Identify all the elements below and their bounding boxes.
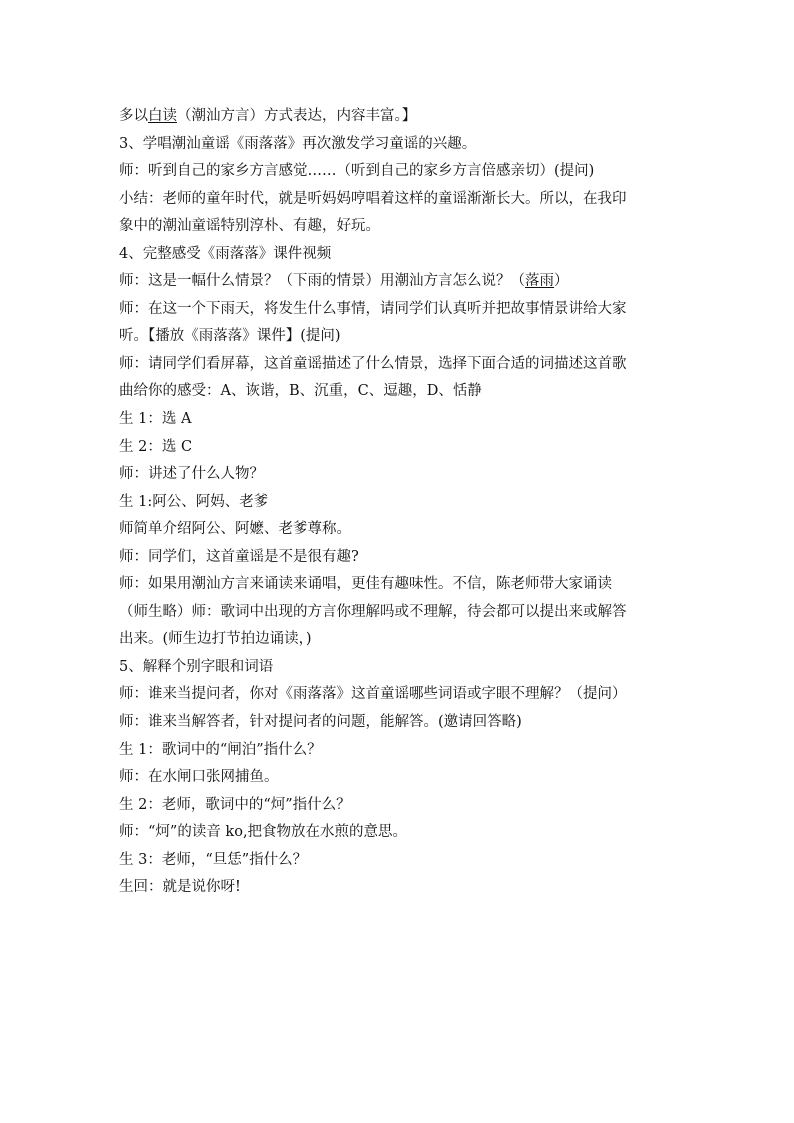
text-segment: 师：这是一幅什么情景？（下雨的情景）用潮汕方言怎么说？（ (119, 273, 525, 290)
text-line: 生回：就是说你呀! (119, 879, 241, 896)
text-line: 师：在水闸口张网捕鱼。 (119, 769, 279, 786)
text-line: 曲给你的感受：A、诙谐，B、沉重，C、逗趣，D、恬静 (119, 383, 482, 400)
text-line: 师：在这一个下雨天，将发生什么事情，请同学们认真听并把故事情景讲给大家 (119, 300, 627, 317)
text-line (119, 268, 689, 296)
text-line: 生 2：选 C (119, 438, 193, 455)
text-segment: （潮汕方言）方式表达，内容丰富。】 (177, 108, 417, 124)
text-line: 出来。(师生边打节拍边诵读，) (119, 631, 312, 648)
text-line: 3、学唱潮汕童谣《雨落落》再次激发学习童谣的兴趣。 (119, 135, 477, 152)
text-line: 师：讲述了什么人物？ (119, 466, 264, 483)
text-line: 5、解释个别字眼和词语 (119, 658, 274, 675)
text-line: 听。【播放《雨落落》课件】(提问) (119, 328, 341, 345)
document-body (119, 103, 689, 902)
text-line: 师：谁来当提问者，你对《雨落落》这首童谣哪些词语或字眼不理解？（提问） (119, 686, 627, 703)
text-line: 生 1：歌词中的“闸泊”指什么？ (119, 741, 322, 758)
text-line: 师：请同学们看屏幕，这首童谣描述了什么情景，选择下面合适的词描述这首歌 (119, 355, 627, 372)
text-line: 生 2：老师，歌词中的“炣”指什么？ (119, 796, 351, 813)
text-segment: ） (554, 273, 569, 290)
underlined-term: 落雨 (525, 273, 554, 290)
text-line: 象中的潮汕童谣特别淳朴、有趣，好玩。 (119, 218, 380, 235)
text-line: 师：“炣”的读音 ko,把食物放在水煎的意思。 (119, 824, 408, 841)
text-line: 师：同学们，这首童谣是不是很有趣? (119, 548, 359, 565)
text-line: 生 3：老师，“旦恁”指什么？ (119, 851, 308, 868)
text-line: 4、完整感受《雨落落》课件视频 (119, 245, 332, 262)
text-line: 师：如果用潮汕方言来诵读来诵唱，更佳有趣味性。不信，陈老师带大家诵读 (119, 576, 612, 593)
text-line: 师简单介绍阿公、阿嬷、老爹尊称。 (119, 521, 351, 538)
text-line (119, 103, 689, 131)
text-line: 生 1：选 A (119, 411, 192, 428)
underlined-term: 白读 (148, 108, 177, 124)
text-line: （师生略）师：歌词中出现的方言你理解吗或不理解，待会都可以提出来或解答 (119, 603, 627, 620)
text-line: 师：谁来当解答者，针对提问者的问题，能解答。(邀请回答略) (119, 714, 522, 731)
text-line: 师：听到自己的家乡方言感觉……（听到自己的家乡方言倍感亲切）(提问) (119, 163, 595, 180)
text-segment: 多以 (119, 108, 148, 124)
text-line: 小结：老师的童年时代，就是听妈妈哼唱着这样的童谣渐渐长大。所以，在我印 (119, 190, 627, 207)
text-line: 生 1:阿公、阿妈、老爹 (119, 493, 269, 510)
